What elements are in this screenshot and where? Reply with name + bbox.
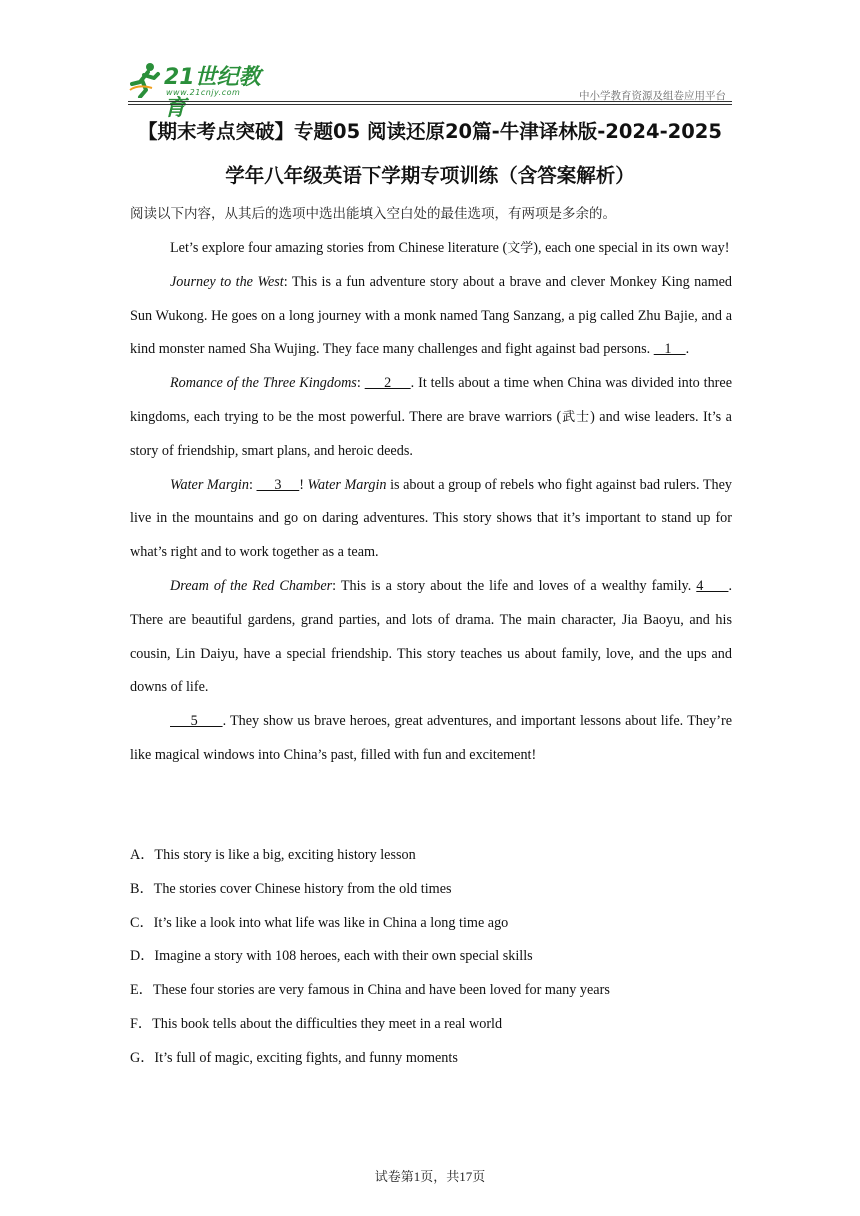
passage (130, 232, 732, 773)
blank-4: 4 (696, 577, 729, 594)
option-d: D．Imagine a story with 108 heroes, each with their own special skills (130, 948, 533, 965)
book-title: Dream of the Red Chamber (170, 577, 333, 594)
doc-title-line-1: 【期末考点突破】专题05 阅读还原20篇-牛津译林版-2024-2025 (138, 120, 722, 143)
paragraph-three-kingdoms: Romance of the Three Kingdoms: 2 . It tells about a time when China was divided into three kingdoms, each trying to be the most powerful. There are brave warriors (武士) and wise leaders. It’s a story of friendship, smart plans, and heroic deeds. (130, 375, 733, 459)
logo-url: www.21cnjy.com (166, 88, 241, 97)
paragraph-red-chamber: Dream of the Red Chamber: This is a story about the life and loves of a wealthy family. 4 . There are beautiful gardens, grand parties, and lots of drama. The main character, Jia Baoyu, and his cousin, Lin Daiyu, have a special friendship. This story teaches us about family, love, and the ups and downs of life. (130, 577, 732, 696)
book-title: Journey to the West (170, 273, 284, 290)
blank-1: 1 (653, 341, 686, 358)
doc-title-line-2: 学年八年级英语下学期专项训练（含答案解析） (225, 164, 635, 187)
option-b: B．The stories cover Chinese history from the old times (130, 880, 452, 897)
instruction: 阅读以下内容，从其后的选项中选出能填入空白处的最佳选项，有两项是多余的。 (130, 206, 616, 222)
header-rule-top (128, 101, 732, 102)
book-title: Water Margin (170, 476, 249, 493)
paragraph-journey: Journey to the West: This is a fun adventure story about a brave and clever Monkey King named Sun Wukong. He goes on a long journey with a monk named Tang Sanzang, a pig called Zhu Bajie, and a kind monster named Sha Wujing. They face many challenges and fight against bad persons. 1 . (130, 273, 732, 358)
blank-2: 2 (364, 375, 411, 392)
logo-text: 21世纪教育 (164, 65, 261, 121)
site-logo (128, 58, 278, 121)
option-a: A．This story is like a big, exciting history lesson (130, 847, 416, 863)
option-c: C．It’s like a look into what life was like in China a long time ago (130, 914, 509, 931)
paragraph-conclusion: 5 . They show us brave heroes, great adventures, and important lessons about life. They’re like magical windows into China’s past, filled with fun and excitement! (130, 713, 732, 763)
paragraph-water-margin: Water Margin: 3 ! Water Margin is about a group of rebels who fight against bad rulers. They live in the mountains and go on daring adventures. This story shows that it’s important to stand up for what’s right and to work together as a team. (130, 476, 733, 561)
runner-logo-icon (128, 62, 162, 98)
platform-label: 中小学教育资源及组卷应用平台 (579, 90, 726, 102)
page-footer: 试卷第1页，共17页 (374, 1169, 486, 1184)
option-e: E．These four stories are very famous in China and have been loved for many years (130, 982, 610, 999)
blank-3: 3 (256, 476, 300, 493)
options-list (130, 839, 732, 1076)
blank-5: 5 (170, 713, 223, 730)
paragraph-intro: Let’s explore four amazing stories from Chinese literature (文学), each one special in its own way! (170, 240, 730, 256)
book-title: Romance of the Three Kingdoms (170, 375, 357, 392)
page-header (128, 58, 732, 121)
option-f: F．This book tells about the difficulties they meet in a real world (130, 1015, 503, 1032)
option-g: G．It’s full of magic, exciting fights, and funny moments (130, 1049, 458, 1066)
header-rule-bottom (128, 104, 732, 105)
book-title: Water Margin (307, 476, 387, 493)
